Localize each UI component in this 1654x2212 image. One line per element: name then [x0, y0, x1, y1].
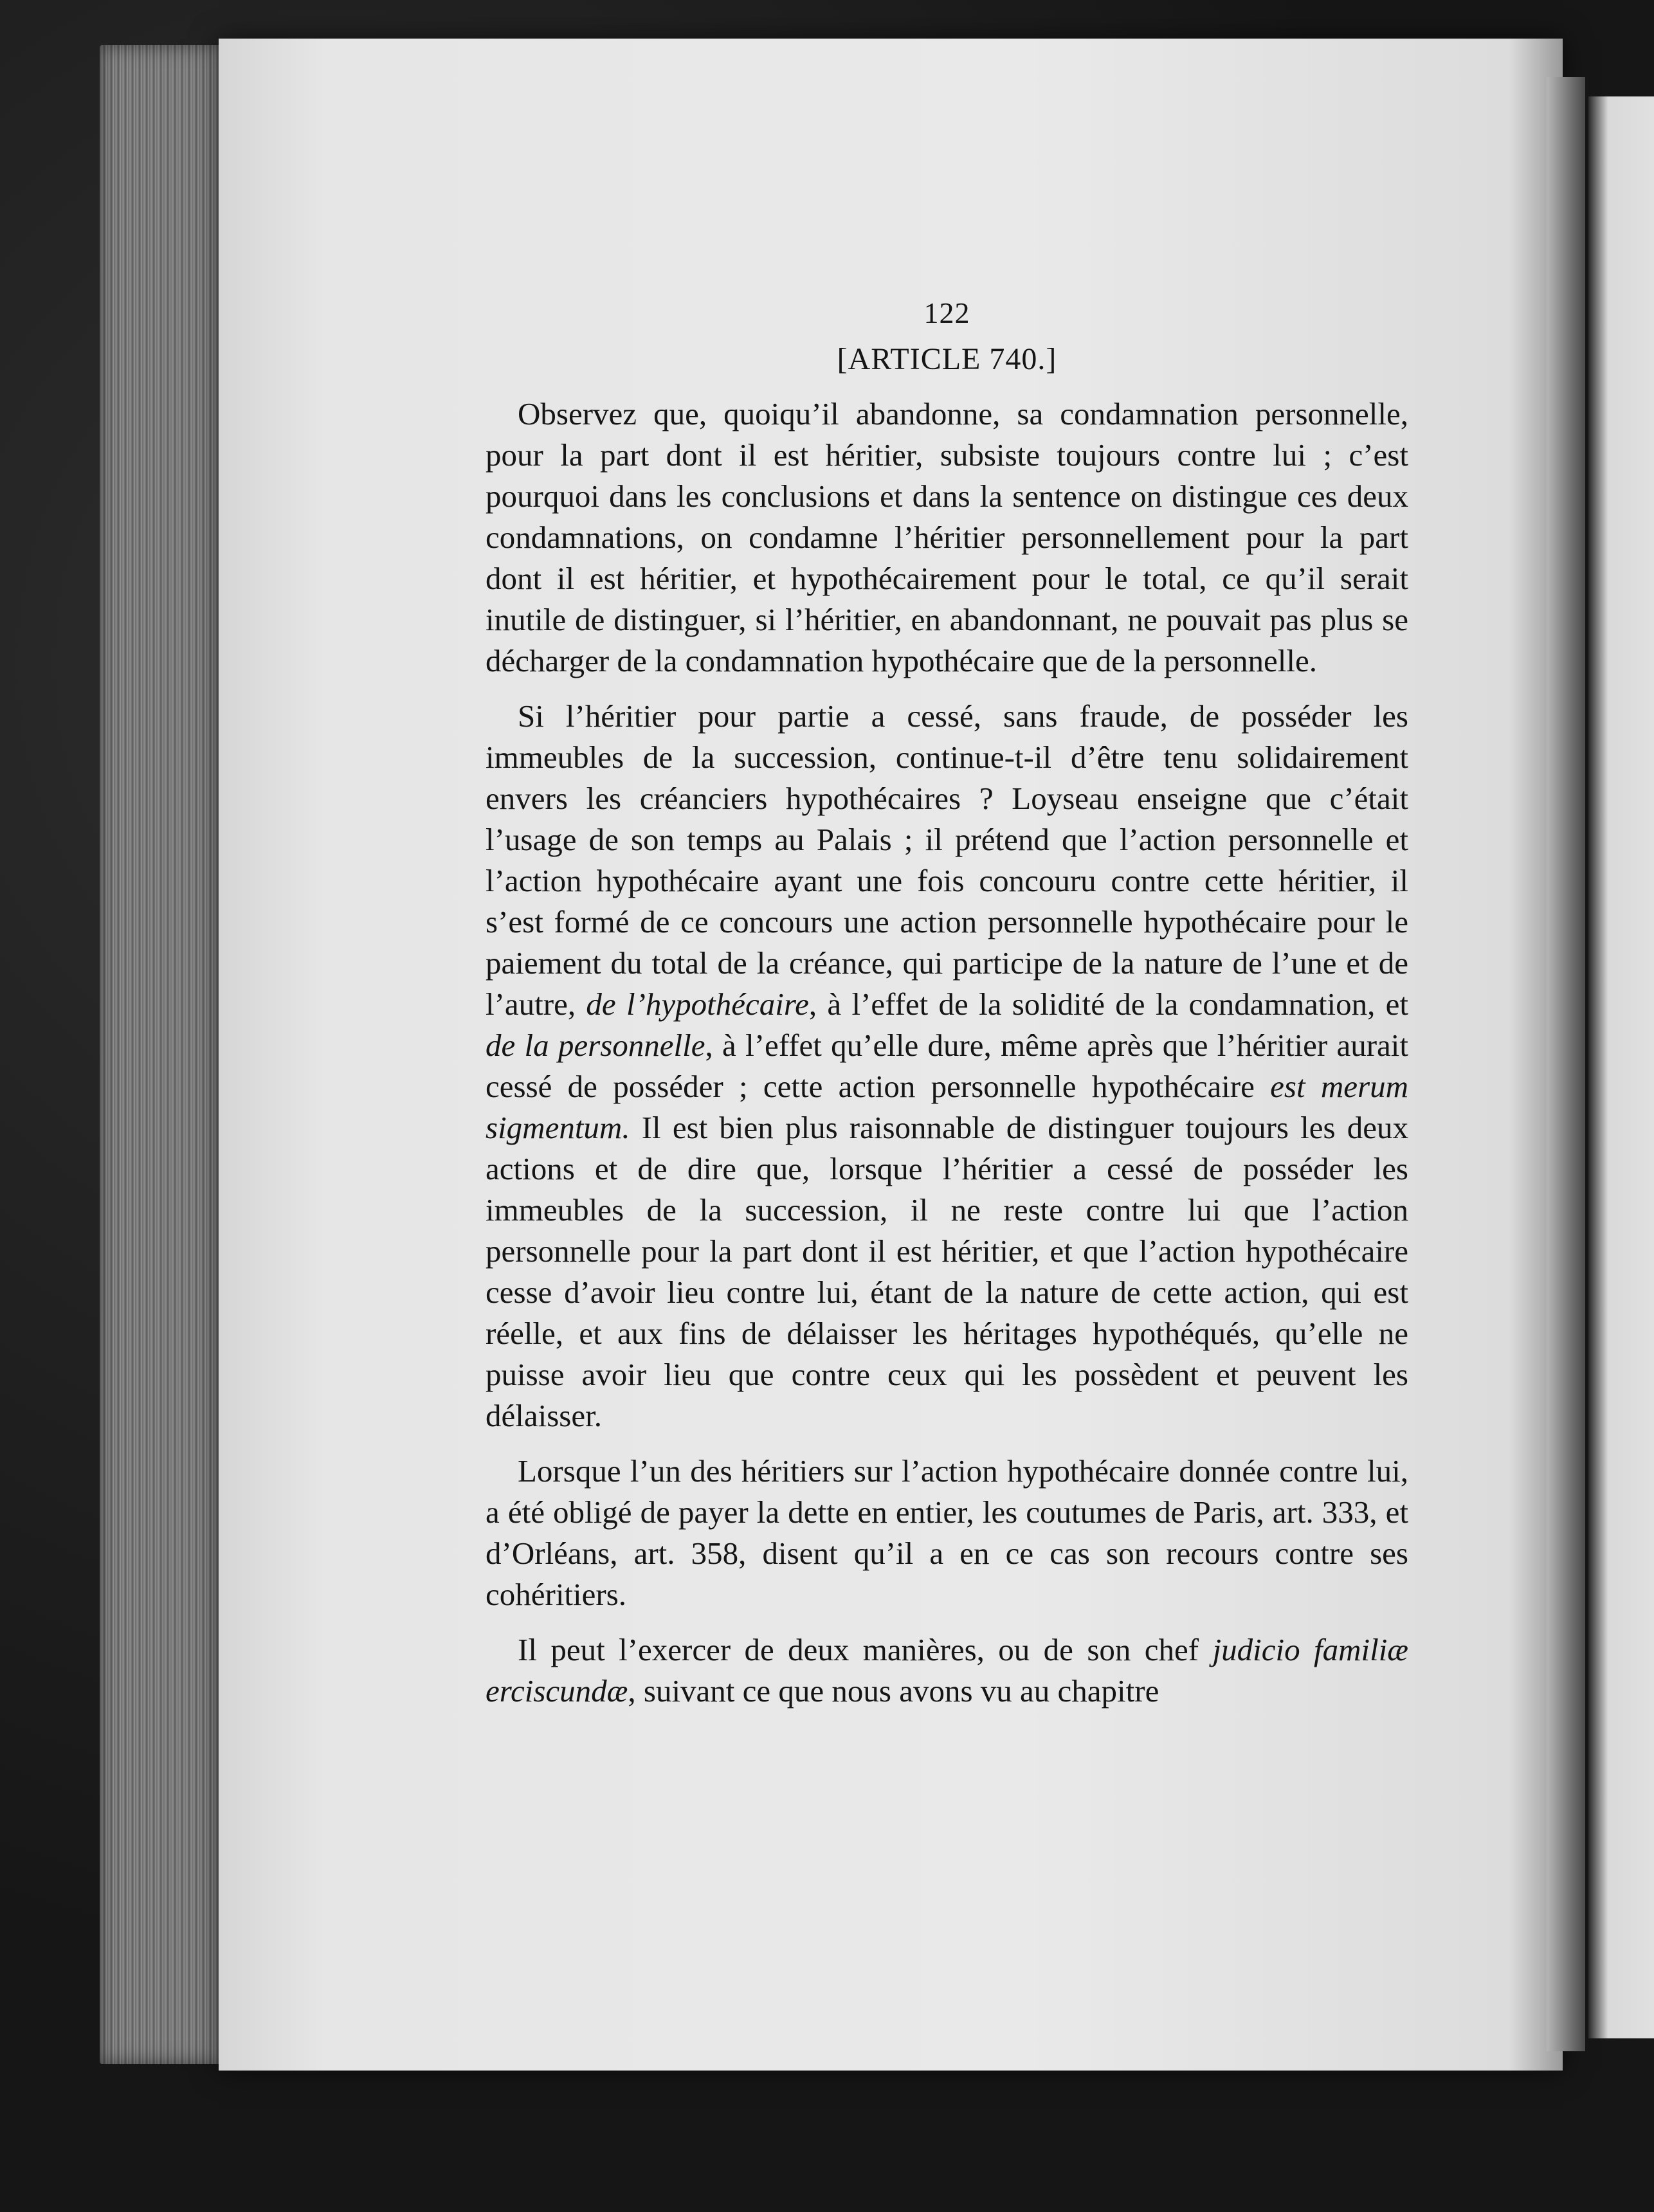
page-text: [486, 296, 1408, 1712]
paragraph-3: Lorsque l’un des héritiers sur l’action hypothécaire donnée contre lui, a été obligé de payer la dette en entier, les coutumes de Paris, art. 333, et d’Orléans, art. 358, disent qu’il a en ce cas son recours contre ses cohéritiers.: [486, 1453, 1408, 1612]
paragraph-4-text-c: , suivant ce que nous avons vu au chapitre: [628, 1673, 1159, 1709]
article-heading: [ARTICLE 740.]: [837, 342, 1057, 376]
paragraph-2-italic-latin: est merum sigmentum.: [486, 1069, 1408, 1145]
paragraph-1: Observez que, quoiqu’il abandonne, sa condamnation personnelle, pour la part dont il est héritier, subsiste toujours contre lui ; c’est pourquoi dans les conclusions et dans la sentence on distingue ces deux condamnations, on condamne l’héritier personnellement pour la part dont il est héritier, et hypothécairement pour le total, ce qu’il serait inutile de distinguer, si l’héritier, en abandonnant, ne pouvait pas plus se décharger de la condamnation hypothécaire que de la personnelle.: [486, 396, 1408, 678]
paragraph-2-text-g: Il est bien plus raisonnable de distinguer toujours les deux actions et de dire que, lorsque l’héritier a cessé de posséder les immeubles de la succession, il ne reste contre lui que l’action personnelle pour la part dont il est héritier, et que l’action hypothécaire cesse d’avoir lieu contre lui, étant de la nature de cette action, qui est réelle, et aux fins de délaisser les héritages hypothéqués, qu’elle ne puisse avoir lieu que contre ceux qui les possèdent et peuvent les délaisser.: [486, 1110, 1408, 1433]
paragraph-4: [486, 1629, 1408, 1712]
paragraph-2-text-a: Si l’héritier pour partie a cessé, sans fraude, de posséder les immeubles de la succession, continue-t-il d’être tenu solidairement envers les créanciers hypothécaires ? Loyseau enseigne que c’était l’usage de son temps au Palais ; il prétend que l’action personnelle et l’action hypothécaire ayant une fois concouru contre cette héritier, il s’est formé de ce concours une action personnelle hypothécaire pour le paiement du total de la créance, qui participe de la nature de l’une et de l’autre,: [486, 698, 1408, 1022]
gutter-shadow: [1547, 77, 1585, 2051]
paragraph-4-text-a: Il peut l’exercer de deux manières, ou de son chef: [518, 1632, 1213, 1667]
paragraph-2-text-e: , à l’effet qu’elle dure, même après que l’héritier aurait cessé de posséder ; cette action personnelle hypothécaire: [486, 1028, 1408, 1104]
paragraph-2-italic-hypothecaire: de l’hypothécaire: [586, 986, 809, 1022]
paragraph-4-italic-latin: judicio familiæ erciscundæ: [486, 1632, 1408, 1709]
paragraph-2: [486, 696, 1408, 1437]
paragraph-2-text-c: , à l’effet de la solidité de la condamnation, et: [808, 986, 1409, 1022]
paragraph-2-italic-personnelle: de la personnelle: [486, 1028, 705, 1063]
page-number: 122: [923, 296, 970, 329]
adjacent-page-edge: [1588, 96, 1654, 2038]
